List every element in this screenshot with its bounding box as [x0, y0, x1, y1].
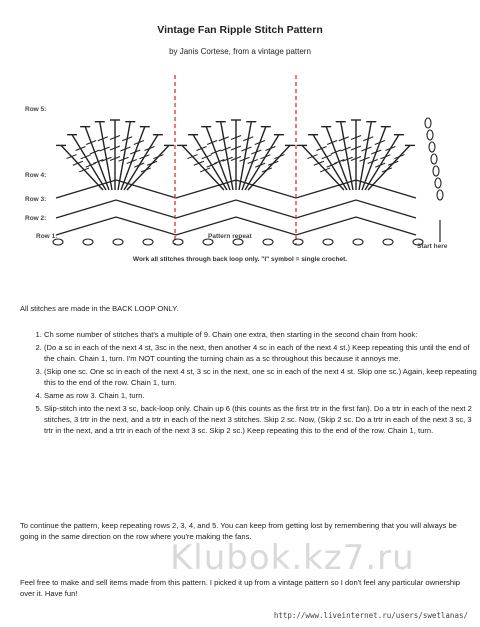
- trtr-crossbar: [73, 161, 83, 165]
- sc-row-line: [56, 200, 416, 218]
- trtr-crossbar: [139, 155, 149, 159]
- trtr-crossbar: [308, 155, 318, 159]
- trtr-crossbar: [86, 163, 96, 167]
- closing-paragraph: Feel free to make and sell items made from this pattern. I picked it up from a vintage pattern so I don't feel any particular ownership over it. Have fun!: [20, 578, 460, 598]
- chain-stitch: [293, 239, 303, 245]
- start-here-label: Start here: [417, 243, 448, 250]
- trtr-crossbar: [382, 168, 392, 172]
- chain-stitch: [113, 239, 123, 245]
- continue-paragraph: To continue the pattern, keep repeating rows 2, 3, 4, and 5. You can keep from getting lost by remembering that you will always be going in the same direction on the row where you're making the fans.: [20, 521, 457, 541]
- turning-chain-stitch: [431, 154, 437, 164]
- step-item: 2. (Do a sc in each of the next 4 st, 3sc in the next, then another 4 sc in each of the next 4 st.) Keep repeating this until the end of the chain. Chain 1, turn. I'm NOT counting the turning chain as a sc throughout this because it annoys me.: [44, 342, 480, 364]
- trtr-crossbar: [207, 163, 217, 167]
- trtr-crossbar: [394, 155, 404, 159]
- trtr-crossbar: [153, 155, 163, 159]
- step-item: 4. Same as row 3. Chain 1, turn.: [44, 390, 480, 401]
- trtr-crossbar: [320, 168, 330, 172]
- trtr-crossbar: [260, 155, 270, 159]
- trtr-crossbar: [134, 163, 144, 167]
- intro-text: All stitches are made in the BACK LOOP ONLY.: [20, 304, 179, 313]
- turning-chain-stitch: [427, 130, 433, 140]
- row-label-1: Row 1:: [36, 233, 58, 240]
- chain-stitch: [143, 239, 153, 245]
- crochet-diagram: [0, 70, 480, 280]
- watermark: Klubok.kz7.ru: [170, 538, 415, 578]
- chain-stitch: [83, 239, 93, 245]
- pattern-title: Vintage Fan Ripple Stitch Pattern: [157, 24, 323, 36]
- trtr-crossbar: [255, 163, 265, 167]
- trtr-crossbar: [274, 155, 284, 159]
- turning-chain-stitch: [429, 142, 435, 152]
- trtr-crossbar: [265, 147, 275, 151]
- trtr-crossbar: [327, 163, 337, 167]
- source-url: http://www.liveinternet.ru/users/swetlanas/: [273, 611, 468, 620]
- crochet-chart-svg: [0, 70, 480, 280]
- trtr-crossbar: [202, 155, 212, 159]
- row-label-2: Row 2:: [25, 215, 47, 222]
- diagram-caption: Work all stitches through back loop only. "I" symbol = single crochet.: [132, 256, 348, 263]
- pattern-repeat-label: Pattern repeat: [208, 233, 252, 240]
- chain-stitch: [353, 239, 363, 245]
- trtr-crossbar: [314, 161, 324, 165]
- trtr-crossbar: [79, 168, 89, 172]
- chain-stitch: [383, 239, 393, 245]
- turning-chain-stitch: [433, 166, 439, 176]
- step-item: 3. (Skip one sc. One sc in each of the next 4 st, 3 sc in the next, one sc in each of the next 4 st. Skip one sc.) Again, keep repeating this to the end of the row. Chain 1, turn.: [44, 366, 480, 388]
- row-label-5: Row 5:: [25, 106, 47, 113]
- trtr-crossbar: [197, 147, 207, 151]
- trtr-crossbar: [268, 161, 278, 165]
- trtr-crossbar: [194, 161, 204, 165]
- trtr-crossbar: [385, 147, 395, 151]
- trtr-crossbar: [81, 155, 91, 159]
- trtr-stitch: [326, 127, 350, 190]
- trtr-crossbar: [262, 168, 272, 172]
- trtr-crossbar: [317, 147, 327, 151]
- step-item: 5. Slip-stitch into the next 3 sc, back-loop only. Chain up 6 (this counts as the first trtr in the first fan). Do a trtr in each of the next 2 stitches, 3 trtr in the next, and a trtr in each of the next 3 stitches. Skip 2 sc. Now, (Skip 2 sc. Do a trtr in each of the next 3 sc, 3 trtr in the next, and a trtr in each of the next 3 sc. Skip 2 sc.) Keep repeating this to the end of the row. Chain 1, turn.: [44, 403, 480, 436]
- steps-list: [24, 329, 480, 438]
- turning-chain-stitch: [437, 190, 443, 200]
- trtr-crossbar: [76, 147, 86, 151]
- chain-stitch: [263, 239, 273, 245]
- turning-chain-stitch: [435, 178, 441, 188]
- trtr-crossbar: [147, 161, 157, 165]
- step-item: 1. Ch some number of stitches that's a multiple of 9. Chain one extra, then starting in the second chain from hook:: [44, 329, 480, 340]
- trtr-crossbar: [322, 155, 332, 159]
- turning-chain-stitch: [425, 118, 431, 128]
- trtr-crossbar: [67, 155, 77, 159]
- trtr-crossbar: [380, 155, 390, 159]
- chain-stitch: [323, 239, 333, 245]
- trtr-stitch: [206, 127, 230, 190]
- trtr-crossbar: [375, 163, 385, 167]
- chain-stitch: [173, 239, 183, 245]
- trtr-crossbar: [141, 168, 151, 172]
- trtr-crossbar: [144, 147, 154, 151]
- trtr-crossbar: [200, 168, 210, 172]
- row-label-4: Row 4:: [25, 172, 47, 179]
- trtr-crossbar: [188, 155, 198, 159]
- row-label-3: Row 3:: [25, 196, 47, 203]
- pattern-subtitle: by Janis Cortese, from a vintage pattern: [169, 47, 311, 56]
- trtr-stitch: [85, 127, 109, 190]
- trtr-crossbar: [388, 161, 398, 165]
